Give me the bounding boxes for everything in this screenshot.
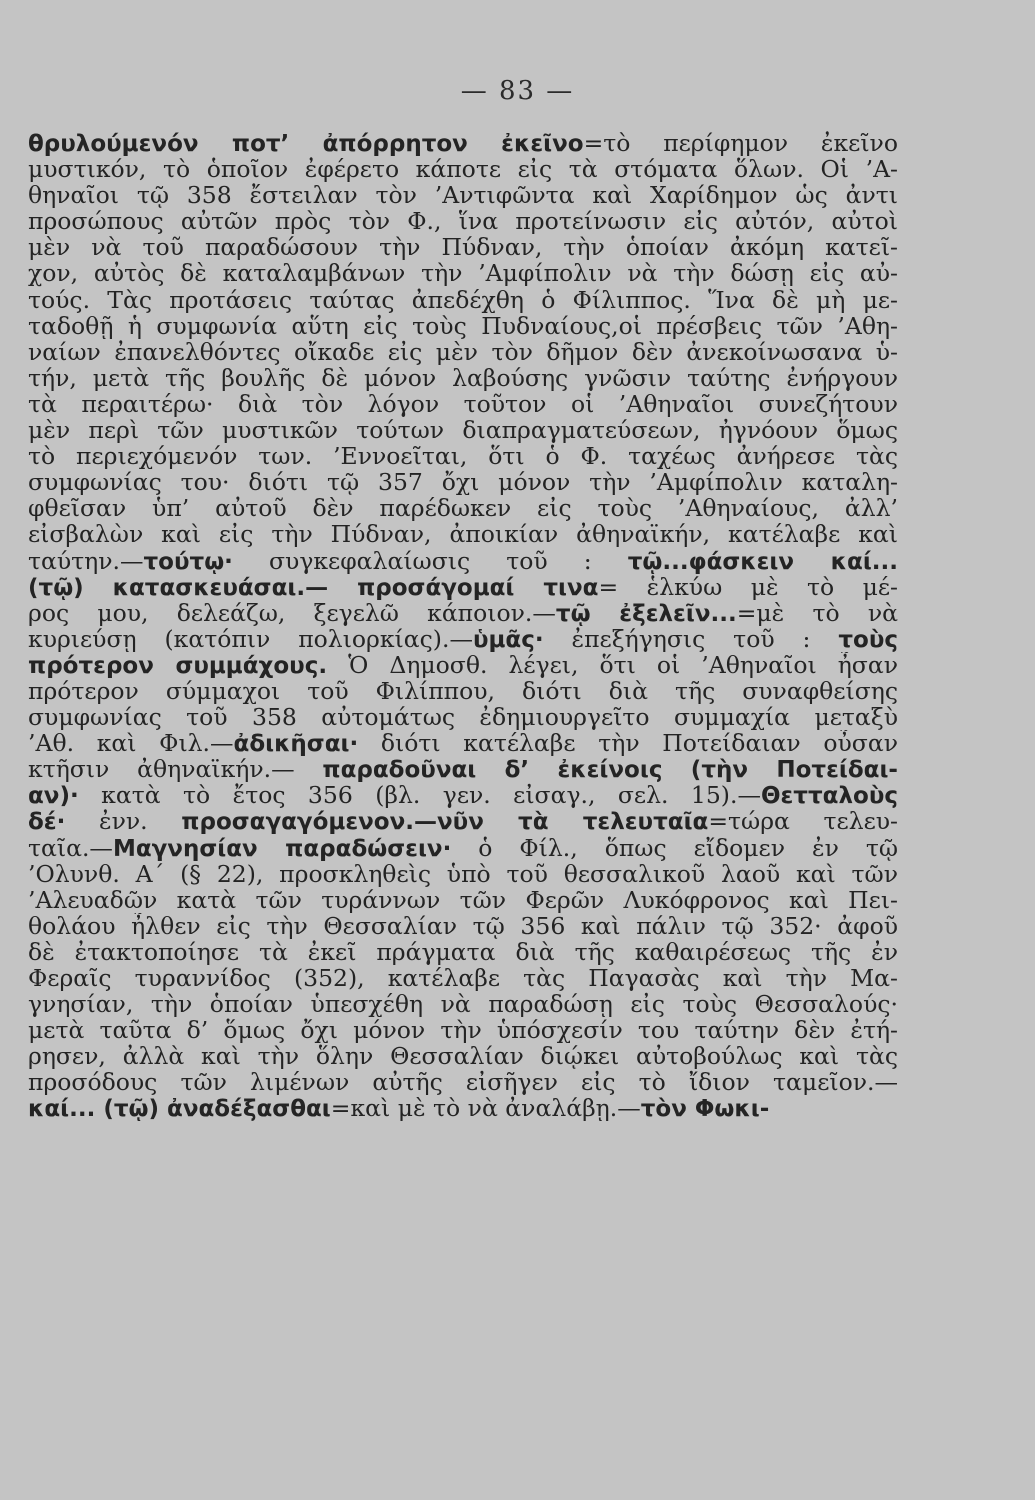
- gloss-text: Ὁ Δημοσθ. λέγει, ὅτι οἱ ’Αθηναῖοι ἦσαν: [327, 651, 898, 678]
- lemma-text: Μαγνησίαν παραδώσειν·: [112, 835, 452, 861]
- lemma-text: πρότερον συμμάχους.: [28, 652, 328, 678]
- gloss-text: κτῆσιν ἀθηναϊκήν.—: [28, 756, 323, 783]
- gloss-text: ταύτην.—: [28, 547, 144, 574]
- gloss-text: =μὲ τὸ νὰ: [736, 599, 898, 626]
- gloss-text: ’Αλευαδῶν κατὰ τῶν τυράννων τῶν Φερῶν Λυκόφρονος καὶ Πει-: [28, 886, 898, 913]
- gloss-text: τούς. Τὰς προτάσεις ταύτας ἀπεδέχθη ὁ Φίλιππος. Ἵνα δὲ μὴ με-: [28, 286, 898, 313]
- text-line: [28, 808, 898, 834]
- text-line: [28, 443, 898, 469]
- lemma-text: ἀδικῆσαι·: [233, 731, 359, 757]
- text-line: [28, 417, 898, 443]
- gloss-text: μὲν περὶ τῶν μυστικῶν τούτων διαπραγματεύσεων, ἠγνόουν ὅμως: [28, 417, 898, 444]
- gloss-text: προσόδους τῶν λιμένων αὐτῆς εἰσῆγεν εἰς τὸ ἴδιον ταμεῖον.—: [28, 1069, 898, 1096]
- text-line: [28, 208, 898, 234]
- lemma-text: Θετταλοὺς: [760, 783, 898, 809]
- text-line: [28, 182, 898, 208]
- gloss-text: φθεῖσαν ὑπ’ αὐτοῦ δὲν παρέδωκεν εἰς τοὺς ’Αθηναίους, ἀλλ’: [28, 495, 898, 522]
- text-line: [28, 965, 898, 991]
- gloss-text: ’Αθ. καὶ Φιλ.—: [28, 730, 234, 757]
- lemma-text: τούτῳ·: [143, 548, 233, 574]
- text-line: [28, 234, 898, 260]
- lemma-text: τῷ ἐξελεῖν...: [555, 600, 737, 626]
- gloss-text: = ἑλκύω μὲ τὸ μέ-: [598, 573, 898, 600]
- gloss-text: τὰ περαιτέρω· διὰ τὸν λόγον τοῦτον οἱ ’Αθηναῖοι συνεζήτουν: [28, 390, 898, 418]
- gloss-text: ὁ Φίλ., ὅπως εἴδομεν ἐν τῷ: [451, 834, 898, 861]
- text-line: [28, 835, 898, 861]
- lemma-text: καί... (τῷ) ἀναδέξασθαι: [28, 1096, 331, 1122]
- text-line: [28, 600, 898, 626]
- gloss-text: κυριεύσῃ (κατόπιν πολιορκίας).—: [28, 625, 473, 652]
- text-line: [28, 678, 898, 704]
- text-line: [28, 339, 898, 365]
- text-line: [28, 939, 898, 965]
- gloss-text: μετὰ ταῦτα δ’ ὅμως ὄχι μόνον τὴν ὑπόσχεσίν του ταύτην δὲν ἐτή-: [28, 1017, 898, 1044]
- lemma-text: τὸν Φωκι-: [640, 1096, 770, 1122]
- text-line: [28, 1095, 898, 1121]
- lemma-text: προσαγαγόμενον.—νῦν τὰ τελευταῖα: [181, 809, 709, 835]
- lemma-text: ὑμᾶς·: [472, 626, 544, 652]
- text-line: [28, 730, 898, 756]
- gloss-text: ταδοθῇ ἡ συμφωνία αὕτη εἰς τοὺς Πυδναίους,οἱ πρέσβεις τῶν ’Αθη-: [28, 312, 898, 339]
- commentary-text: [28, 130, 898, 1122]
- gloss-text: =τώρα τελευ-: [708, 808, 898, 835]
- text-line: [28, 156, 898, 182]
- lemma-text: δέ·: [28, 809, 66, 835]
- gloss-text: θολάου ἦλθεν εἰς τὴν Θεσσαλίαν τῷ 356 καὶ πάλιν τῷ 352· ἀφοῦ: [28, 912, 898, 939]
- gloss-text: =καὶ μὲ τὸ νὰ ἀναλάβῃ.—: [330, 1095, 641, 1122]
- text-line: [28, 756, 898, 782]
- gloss-text: ἐνν.: [65, 808, 182, 835]
- text-line: [28, 287, 898, 313]
- text-line: [28, 626, 898, 652]
- gloss-text: μυστικόν, τὸ ὁποῖον ἐφέρετο κάποτε εἰς τὰ στόματα ὅλων. Οἱ ’Α-: [28, 156, 898, 183]
- lemma-text: θρυλούμενόν ποτ’ ἀπόρρητον ἐκεῖνο: [28, 131, 584, 157]
- text-line: [28, 1069, 898, 1095]
- gloss-text: Φεραῖς τυραννίδος (352), κατέλαβε τὰς Παγασὰς καὶ τὴν Μα-: [28, 965, 898, 992]
- text-line: [28, 391, 898, 417]
- text-line: [28, 704, 898, 730]
- gloss-text: πρότερον σύμμαχοι τοῦ Φιλίππου, διότι διὰ τῆς συναφθείσης: [28, 677, 898, 705]
- lemma-text: τοὺς: [838, 626, 898, 652]
- gloss-text: μὲν νὰ τοῦ παραδώσουν τὴν Πύδναν, τὴν ὁποίαν ἀκόμη κατεῖ-: [28, 234, 898, 261]
- gloss-text: τήν, μετὰ τῆς βουλῆς δὲ μόνον λαβούσης γνῶσιν ταύτης ἐνήργουν: [28, 364, 898, 391]
- gloss-text: ἐπεξήγησις τοῦ :: [543, 625, 839, 652]
- gloss-text: συμφωνίας του· διότι τῷ 357 ὄχι μόνον τὴν ’Αμφίπολιν καταλη-: [28, 469, 898, 496]
- text-line: [28, 469, 898, 495]
- gloss-text: γνησίαν, τὴν ὁποίαν ὑπεσχέθη νὰ παραδώσῃ εἰς τοὺς Θεσσαλούς·: [28, 991, 898, 1018]
- text-line: [28, 782, 898, 808]
- text-line: [28, 991, 898, 1017]
- text-line: [28, 495, 898, 521]
- gloss-text: ρησεν, ἀλλὰ καὶ τὴν ὅλην Θεσσαλίαν διῴκει αὐτοβούλως καὶ τὰς: [28, 1043, 898, 1070]
- text-line: [28, 548, 898, 574]
- lemma-text: παραδοῦναι δ’ ἐκείνοις (τὴν Ποτείδαι-: [322, 757, 898, 783]
- gloss-text: ’Ολυνθ. Α΄ (§ 22), προσκληθεὶς ὑπὸ τοῦ θεσσαλικοῦ λαοῦ καὶ τῶν: [28, 860, 898, 887]
- gloss-text: διότι κατέλαβε τὴν Ποτείδαιαν οὖσαν: [358, 730, 898, 757]
- text-line: [28, 260, 898, 286]
- gloss-text: συμφωνίας τοῦ 358 αὐτομάτως ἐδημιουργεῖτο συμμαχία μεταξὺ: [28, 704, 898, 731]
- gloss-text: ρος μου, δελεάζω, ξεγελῶ κάποιον.—: [28, 599, 556, 626]
- text-line: [28, 1043, 898, 1069]
- text-line: [28, 130, 898, 156]
- text-line: [28, 521, 898, 547]
- gloss-text: ταῖα.—: [28, 834, 113, 861]
- lemma-text: (τῷ) κατασκευάσαι.— προσάγομαί τινα: [28, 574, 599, 600]
- page-number: — 83 —: [460, 76, 575, 106]
- text-line: [28, 1017, 898, 1043]
- gloss-text: τὸ περιεχόμενόν των. ’Εννοεῖται, ὅτι ὁ Φ. ταχέως ἀνήρεσε τὰς: [28, 443, 898, 470]
- gloss-text: δὲ ἐτακτοποίησε τὰ ἐκεῖ πράγματα διὰ τῆς καθαιρέσεως τῆς ἐν: [28, 938, 898, 965]
- lemma-text: τῷ...φάσκειν καί...: [627, 548, 898, 574]
- gloss-text: ναίων ἐπανελθόντες οἴκαδε εἰς μὲν τὸν δῆμον δὲν ἀνεκοίνωσανα ὑ-: [28, 338, 898, 365]
- gloss-text: προσώπους αὐτῶν πρὸς τὸν Φ., ἵνα προτείνωσιν εἰς αὐτόν, αὐτοὶ: [28, 208, 898, 235]
- text-line: [28, 861, 898, 887]
- gloss-text: κατὰ τὸ ἔτος 356 (βλ. γεν. εἰσαγ., σελ. 15).—: [78, 782, 761, 809]
- gloss-text: εἰσβαλὼν καὶ εἰς τὴν Πύδναν, ἀποικίαν ἀθηναϊκήν, κατέλαβε καὶ: [28, 521, 898, 548]
- text-line: [28, 652, 898, 678]
- gloss-text: θηναῖοι τῷ 358 ἔστειλαν τὸν ’Αντιφῶντα καὶ Χαρίδημον ὡς ἀντι: [28, 182, 898, 209]
- text-line: [28, 574, 898, 600]
- text-line: [28, 365, 898, 391]
- text-line: [28, 313, 898, 339]
- lemma-text: αν)·: [28, 783, 79, 809]
- gloss-text: =τὸ περίφημον ἐκεῖνο: [583, 130, 898, 157]
- text-line: [28, 913, 898, 939]
- text-line: [28, 887, 898, 913]
- gloss-text: χον, αὐτὸς δὲ καταλαμβάνων τὴν ’Αμφίπολιν νὰ τὴν δώσῃ εἰς αὐ-: [28, 260, 898, 287]
- gloss-text: συγκεφαλαίωσις τοῦ :: [232, 547, 628, 574]
